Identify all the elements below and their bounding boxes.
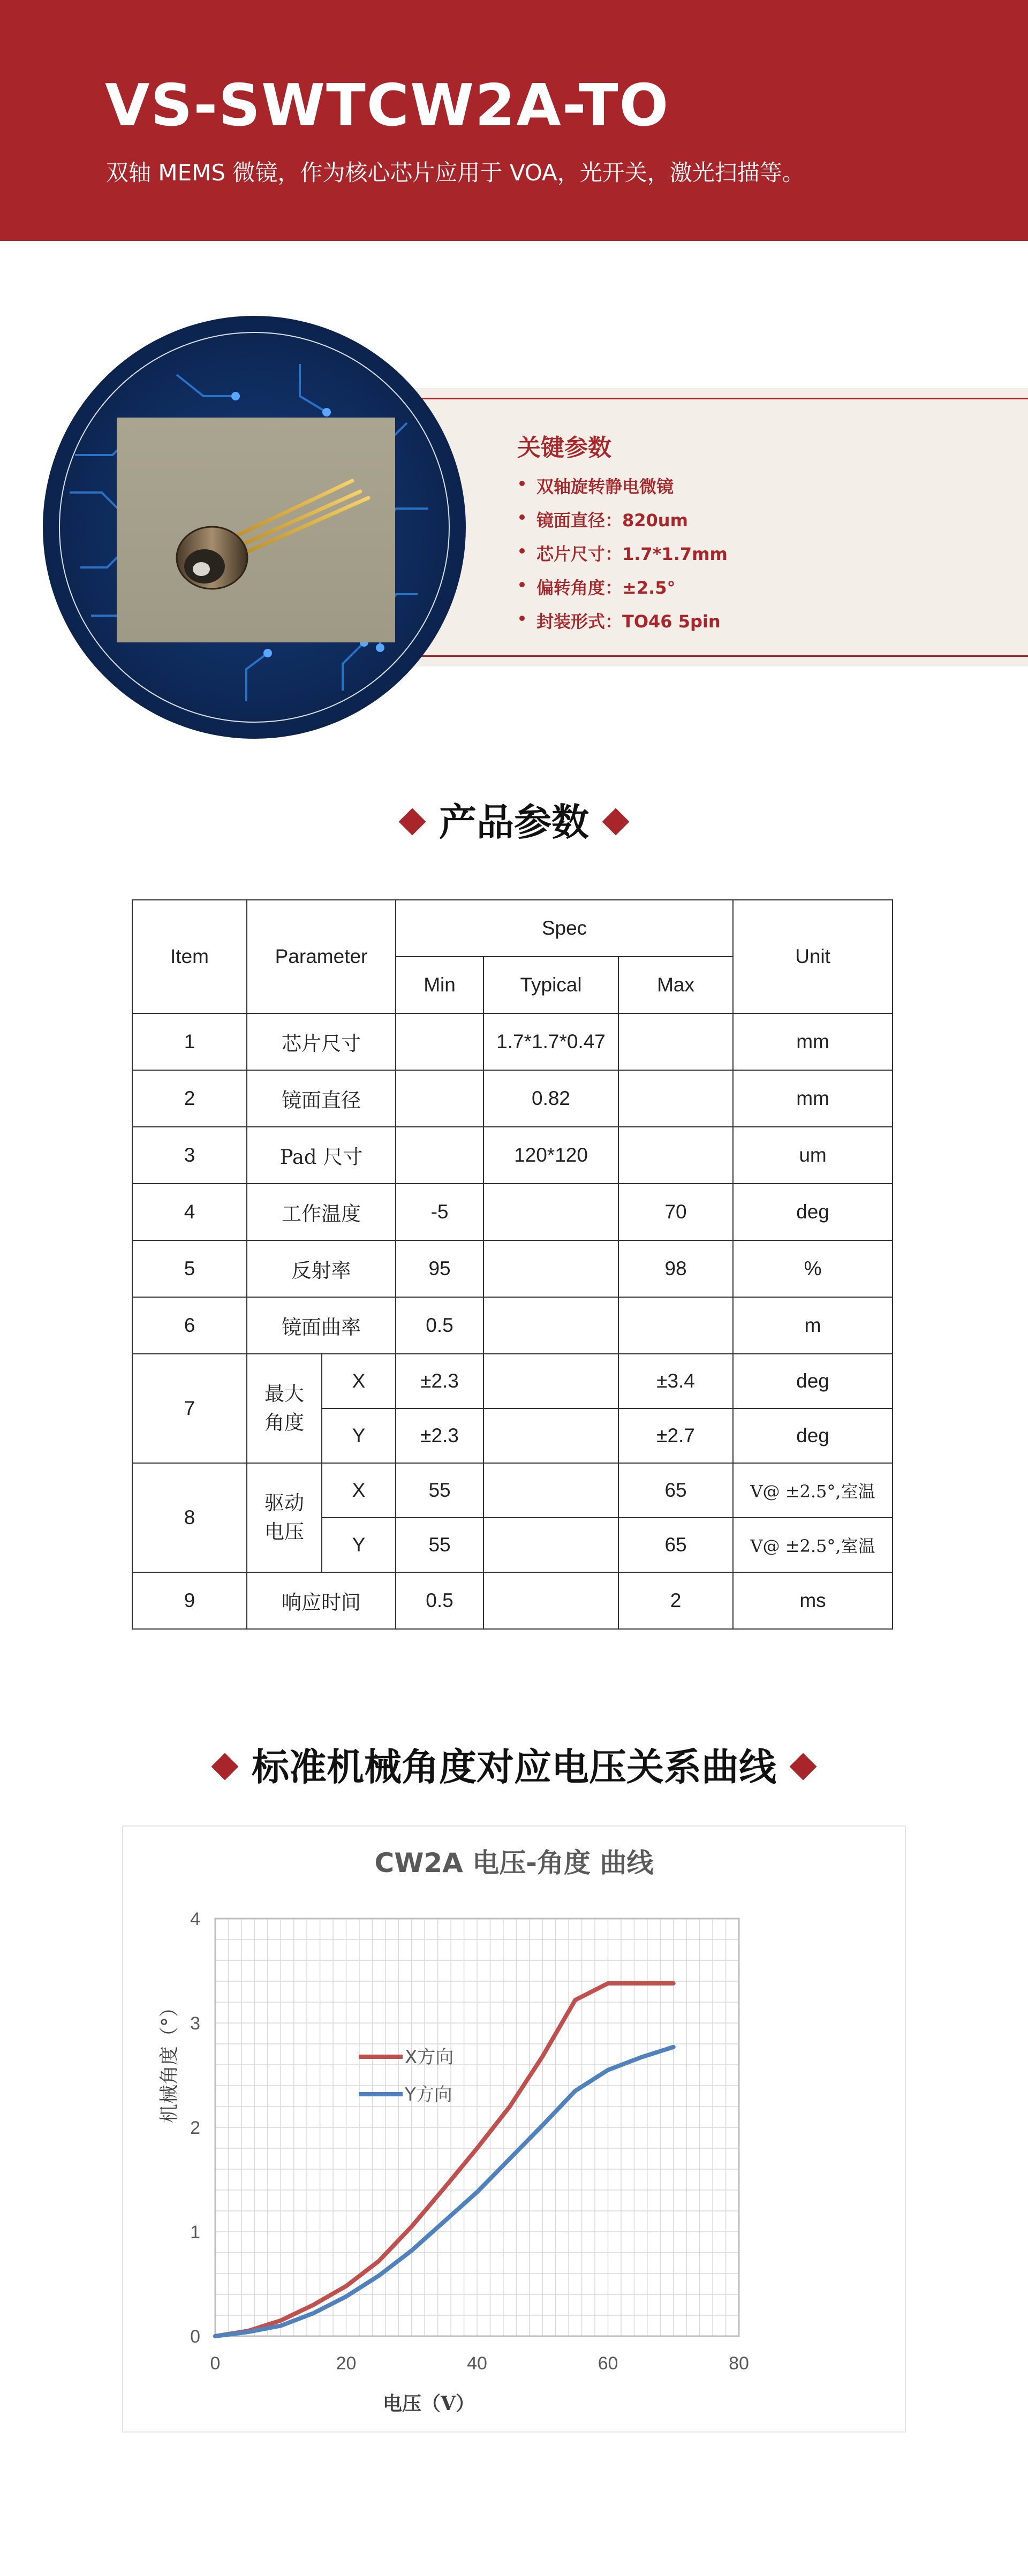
cell-item: 8 [132,1463,247,1572]
cell-param: 镜面直径 [247,1070,396,1127]
cell-max: 65 [618,1518,733,1572]
y-tick-label: 0 [190,2327,200,2347]
cell-typical [483,1408,618,1463]
y-tick-label: 4 [190,1909,200,1929]
cell-param: 驱动 电压 [247,1463,322,1572]
cell-axis: X [322,1463,396,1518]
key-params-title: 关键参数 [517,434,611,461]
section-title-params [0,792,1028,846]
y-tick-label: 1 [190,2222,200,2242]
chart-svg [123,1827,905,2431]
x-tick-label: 20 [336,2353,357,2374]
table-row [132,1127,893,1184]
cell-typical [483,1297,618,1354]
x-tick-label: 80 [729,2353,749,2374]
legend-label: X方向 [405,2047,454,2068]
header-spec: Spec [396,900,733,957]
header-min: Min [396,957,483,1013]
cell-unit: mm [733,1070,893,1127]
chart-title: CW2A 电压-角度 曲线 [374,1847,654,1878]
header-max: Max [618,957,733,1013]
cell-max: 2 [618,1572,733,1629]
spec-table [132,899,893,1630]
y-tick-label: 3 [190,2013,200,2034]
cell-unit: ms [733,1572,893,1629]
x-axis-label: 电压（V） [383,2392,475,2415]
cell-item: 2 [132,1070,247,1127]
cell-param: 工作温度 [247,1184,396,1240]
cell-min: 55 [396,1463,483,1518]
cell-param: 响应时间 [247,1572,396,1629]
diamond-icon [602,808,630,835]
cell-unit: deg [733,1354,893,1408]
header-item: Item [132,900,247,1013]
cell-unit: V@ ±2.5°,室温 [733,1463,893,1518]
key-param-item: 封装形式：TO46 5pin [517,608,728,642]
table-row [132,1297,893,1354]
cell-typical [483,1354,618,1408]
cell-unit: m [733,1297,893,1354]
cell-param: 反射率 [247,1240,396,1297]
diamond-icon [211,1753,239,1780]
cell-max [618,1013,733,1070]
cell-unit: V@ ±2.5°,室温 [733,1518,893,1572]
header-parameter: Parameter [247,900,396,1013]
y-tick-label: 2 [190,2118,200,2138]
product-photo [117,418,395,642]
key-param-item: 芯片尺寸：1.7*1.7mm [517,541,728,574]
header-typical: Typical [483,957,618,1013]
cell-max: 98 [618,1240,733,1297]
cell-max: ±3.4 [618,1354,733,1408]
cell-typical [483,1184,618,1240]
to-can-package-image [117,418,395,642]
key-param-item: 镜面直径：820um [517,507,728,541]
cell-unit: deg [733,1184,893,1240]
cell-min: ±2.3 [396,1354,483,1408]
cell-item: 9 [132,1572,247,1629]
key-param-item: 双轴旋转静电微镜 [517,473,728,507]
cell-axis: X [322,1354,396,1408]
section-title-text: 标准机械角度对应电压关系曲线 [252,1745,776,1789]
table-row [132,1184,893,1240]
cell-min [396,1127,483,1184]
voltage-angle-chart [122,1825,906,2433]
key-params-list [517,473,728,642]
table-row [132,1572,893,1629]
cell-max [618,1070,733,1127]
table-row [132,1013,893,1070]
cell-min: 0.5 [396,1572,483,1629]
x-tick-label: 0 [210,2353,221,2374]
cell-param: 芯片尺寸 [247,1013,396,1070]
cell-max [618,1127,733,1184]
section-title-text: 产品参数 [439,800,589,844]
cell-min [396,1013,483,1070]
cell-min: 0.5 [396,1297,483,1354]
product-title: VS-SWTCW2A-TO [105,72,670,139]
cell-min: -5 [396,1184,483,1240]
cell-param: Pad 尺寸 [247,1127,396,1184]
cell-typical [483,1240,618,1297]
cell-unit: % [733,1240,893,1297]
diamond-icon [399,808,426,835]
cell-typical: 0.82 [483,1070,618,1127]
cell-item: 5 [132,1240,247,1297]
cell-axis: Y [322,1518,396,1572]
table-row [132,1354,893,1408]
cell-typical: 120*120 [483,1127,618,1184]
cell-max: 65 [618,1463,733,1518]
diamond-icon [790,1753,817,1780]
cell-param: 镜面曲率 [247,1297,396,1354]
cell-typical [483,1572,618,1629]
cell-typical [483,1463,618,1518]
cell-item: 7 [132,1354,247,1463]
cell-item: 1 [132,1013,247,1070]
cell-typical: 1.7*1.7*0.47 [483,1013,618,1070]
cell-typical [483,1518,618,1572]
cell-min: 55 [396,1518,483,1572]
table-row [132,1070,893,1127]
legend-label: Y方向 [405,2084,452,2105]
header-unit: Unit [733,900,893,1013]
series-line-x [215,1983,674,2336]
cell-min: 95 [396,1240,483,1297]
cell-item: 4 [132,1184,247,1240]
cell-max: ±2.7 [618,1408,733,1463]
cell-axis: Y [322,1408,396,1463]
x-tick-label: 60 [598,2353,618,2374]
header-banner [0,0,1028,241]
cell-item: 3 [132,1127,247,1184]
section-title-curve [0,1737,1028,1791]
y-axis-label: 机械角度（°） [158,1997,180,2124]
cell-unit: um [733,1127,893,1184]
cell-item: 6 [132,1297,247,1354]
cell-max: 70 [618,1184,733,1240]
table-row [132,1240,893,1297]
cell-max [618,1297,733,1354]
cell-param: 最大 角度 [247,1354,322,1463]
cell-min: ±2.3 [396,1408,483,1463]
cell-min [396,1070,483,1127]
cell-unit: deg [733,1408,893,1463]
table-row [132,1463,893,1518]
product-subtitle: 双轴 MEMS 微镜，作为核心芯片应用于 VOA，光开关，激光扫描等。 [106,160,805,186]
x-tick-label: 40 [467,2353,487,2374]
key-param-item: 偏转角度：±2.5° [517,574,728,608]
cell-unit: mm [733,1013,893,1070]
